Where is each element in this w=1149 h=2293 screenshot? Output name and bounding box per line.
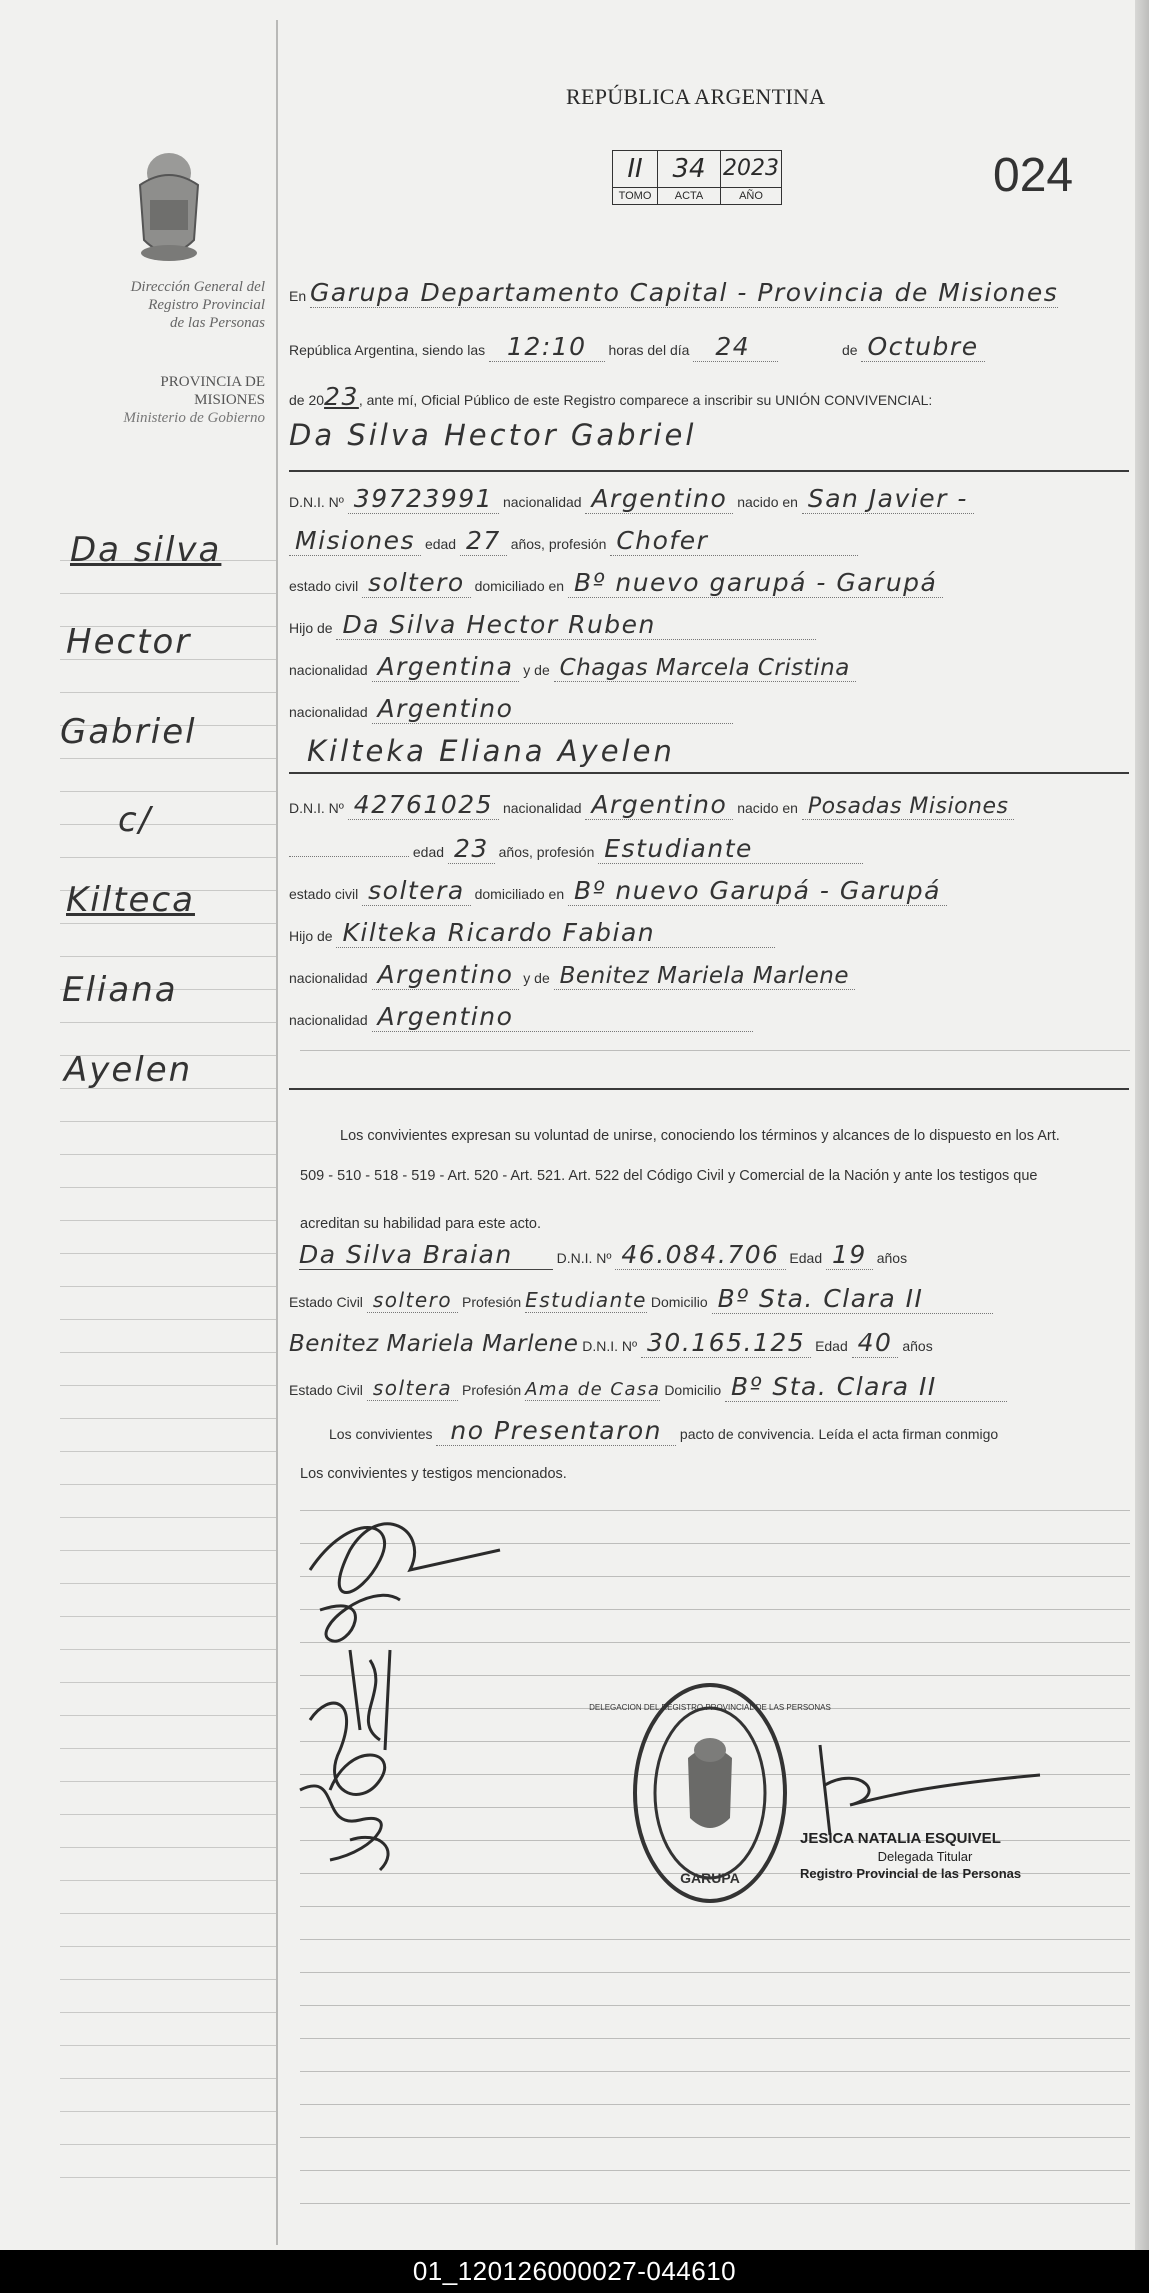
day-value: 24 <box>693 332 778 362</box>
person1-civil-row <box>289 568 1129 598</box>
margin-ruled-line <box>60 1286 276 1287</box>
divider-line <box>289 772 1129 774</box>
person1-mother: Chagas Marcela Cristina <box>554 655 856 682</box>
statement-text: , ante mí, Oficial Público de este Registro comparece a inscribir su UNIÓN CONVIVENCIAL: <box>358 392 933 408</box>
anio-cell <box>721 151 781 204</box>
witness1-domicile: Bº Sta. Clara II <box>712 1284 994 1314</box>
witness1-age: 19 <box>826 1240 873 1270</box>
person2-civil-row <box>289 876 1129 906</box>
de-label: de <box>842 342 858 358</box>
body-ruled-line <box>300 2137 1130 2138</box>
margin-name: Hector <box>66 622 192 662</box>
body-ruled-line <box>300 2005 1130 2006</box>
hijo-label: Hijo de <box>289 620 333 636</box>
acta-cell <box>658 151 721 204</box>
body-ruled-line <box>300 2071 1130 2072</box>
statement-row <box>289 382 1129 411</box>
margin-ruled-line <box>60 1022 276 1023</box>
person2-father-row <box>289 918 1129 948</box>
person1-father-row <box>289 610 1129 640</box>
domicile-label: Domicilio <box>664 1382 722 1398</box>
witness2-row <box>289 1328 1129 1358</box>
divider-line <box>289 470 1129 472</box>
person2-father: Kilteka Ricardo Fabian <box>336 918 775 948</box>
body-ruled-line <box>300 1939 1130 1940</box>
margin-ruled-line <box>60 1154 276 1155</box>
person1-birthplace-cont: Misiones <box>289 526 421 556</box>
legal-line: Los convivientes expresan su voluntad de unirse, conociendo los términos y alcances de lo dispuesto en los Art. <box>340 1128 1060 1144</box>
domicile-label: Domicilio <box>650 1294 708 1310</box>
person1-father: Da Silva Hector Ruben <box>336 610 815 640</box>
nationality-label: nacionalidad <box>289 662 368 678</box>
margin-name: Da silva <box>70 530 222 570</box>
person2-age: 23 <box>448 834 495 864</box>
body-ruled-line <box>300 2038 1130 2039</box>
civil-label: estado civil <box>289 886 359 902</box>
margin-ruled-line <box>60 1781 276 1782</box>
person1-mother-row <box>289 652 1129 682</box>
person2-name: Kilteka Eliana Ayelen <box>307 734 675 768</box>
margin-name: Kilteca <box>66 880 195 920</box>
person2-mother-nat-row <box>289 1002 1129 1032</box>
margin-ruled-line <box>60 1517 276 1518</box>
nationality-label: nacionalidad <box>502 800 582 816</box>
margin-ruled-line <box>60 2177 276 2178</box>
witness2-domicile: Bº Sta. Clara II <box>725 1372 1007 1402</box>
margin-ruled-line <box>60 1352 276 1353</box>
margin-ruled-line <box>60 923 276 924</box>
margin-ruled-line <box>60 1583 276 1584</box>
closing-post: pacto de convivencia. Leída el acta firman conmigo <box>679 1426 999 1442</box>
person2-father-nationality: Argentino <box>372 960 520 990</box>
anio-value: 2023 <box>721 151 781 188</box>
person1-mother-nationality: Argentino <box>372 694 734 724</box>
civil-label: estado civil <box>289 578 359 594</box>
closing-line2: Los convivientes y testigos mencionados. <box>300 1466 567 1482</box>
time-row <box>289 332 1129 362</box>
person2-profession: Estudiante <box>598 834 863 864</box>
body-ruled-line <box>300 1972 1130 1973</box>
person1-domicile: Bº nuevo garupá - Garupá <box>568 568 943 598</box>
witness1-name: Da Silva Braian <box>299 1240 553 1270</box>
margin-ruled-line <box>60 956 276 957</box>
margin-ruled-line <box>60 791 276 792</box>
margin-ruled-line <box>60 1418 276 1419</box>
pact-value: no Presentaron <box>436 1416 676 1446</box>
age-label: Edad <box>815 1338 848 1354</box>
person2-domicile: Bº nuevo Garupá - Garupá <box>568 876 947 906</box>
person1-age-row <box>289 526 1129 556</box>
yde-label: y de <box>523 662 550 678</box>
place-value: Garupa Departamento Capital - Provincia de Misiones <box>310 278 1059 307</box>
margin-ruled-line <box>60 1385 276 1386</box>
margin-name: Gabriel <box>60 712 197 752</box>
margin-ruled-line <box>60 2144 276 2145</box>
legal-line: 509 - 510 - 518 - 519 - Art. 520 - Art. 521. Art. 522 del Código Civil y Comercial de la Nación y ante los testigos que <box>300 1168 1038 1184</box>
ministry-line: Ministerio de Gobierno <box>123 410 265 426</box>
witness2-age: 40 <box>852 1328 899 1358</box>
official-signature-image <box>800 1725 1060 1845</box>
person1-civil: soltero <box>362 568 471 598</box>
person2-dni: 42761025 <box>348 790 499 820</box>
page-edge <box>1135 0 1149 2250</box>
margin-ruled-line <box>60 1616 276 1617</box>
anos-label: años <box>876 1250 908 1266</box>
margin-ruled-line <box>60 1253 276 1254</box>
person2-mother-nationality: Argentino <box>372 1002 754 1032</box>
body-ruled-line <box>300 2170 1130 2171</box>
coat-of-arms-icon <box>128 145 210 270</box>
margin-ruled-line <box>60 593 276 594</box>
closing-pre: Los convivientes <box>329 1426 433 1442</box>
horas-label: horas del día <box>608 342 690 358</box>
margin-ruled-line <box>60 758 276 759</box>
margin-ruled-line <box>60 824 276 825</box>
dni-label: D.N.I. Nº <box>289 494 344 510</box>
person2-age-row <box>289 834 1129 864</box>
person2-name-row <box>289 734 1129 768</box>
margin-divider <box>276 20 278 2245</box>
margin-ruled-line <box>60 692 276 693</box>
person1-dni-row <box>289 484 1129 514</box>
province-line: MISIONES <box>194 392 265 408</box>
nationality-label: nacionalidad <box>502 494 582 510</box>
yde-label: y de <box>523 970 550 986</box>
official-office: Registro Provincial de las Personas <box>800 1866 1022 1881</box>
margin-ruled-line <box>60 857 276 858</box>
margin-ruled-line <box>60 1550 276 1551</box>
margin-ruled-line <box>60 1847 276 1848</box>
person1-dni: 39723991 <box>348 484 499 514</box>
institution-line: Dirección General del <box>130 279 265 295</box>
person1-age: 27 <box>460 526 507 556</box>
margin-ruled-line <box>60 1946 276 1947</box>
profession-label: Profesión <box>462 1294 522 1310</box>
person2-mother: Benitez Mariela Marlene <box>554 963 855 990</box>
witness1-row <box>289 1240 1129 1270</box>
province-line: PROVINCIA DE <box>160 374 265 390</box>
person2-civil: soltera <box>362 876 471 906</box>
en-label: En <box>289 288 307 304</box>
official-role: Delegada Titular <box>877 1849 973 1864</box>
person2-mother-row <box>289 960 1129 990</box>
domicile-label: domiciliado en <box>474 578 565 594</box>
person1-nationality: Argentino <box>585 484 733 514</box>
province-block <box>60 373 265 427</box>
acta-value: 34 <box>658 151 720 188</box>
profession-label: años, profesión <box>498 844 595 860</box>
tomo-value: II <box>613 151 657 188</box>
profession-label: Profesión <box>462 1382 522 1398</box>
margin-ruled-line <box>60 1484 276 1485</box>
seal-text: DELEGACION DEL REGISTRO PROVINCIAL DE LAS PERSONAS <box>589 1703 831 1712</box>
margin-name: Ayelen <box>64 1050 193 1090</box>
divider-line <box>300 1050 1130 1051</box>
nationality-label: nacionalidad <box>289 1012 368 1028</box>
person1-profession: Chofer <box>610 526 858 556</box>
tomo-cell <box>613 151 658 204</box>
person1-father-nationality: Argentina <box>372 652 520 682</box>
document-title: REPÚBLICA ARGENTINA <box>566 84 826 109</box>
born-label: nacido en <box>737 494 798 510</box>
witness1-details-row <box>289 1284 1129 1314</box>
person1-birthplace: San Javier - <box>802 484 974 514</box>
witness1-civil: soltero <box>367 1288 458 1313</box>
person2-dni-row <box>289 790 1129 820</box>
acta-label: ACTA <box>674 190 704 202</box>
closing-row <box>289 1416 1129 1446</box>
hijo-label: Hijo de <box>289 928 333 944</box>
margin-ruled-line <box>60 1748 276 1749</box>
margin-ruled-line <box>60 2078 276 2079</box>
witness1-dni: 46.084.706 <box>615 1240 785 1270</box>
seal-city: GARUPA <box>680 1870 740 1886</box>
margin-ruled-line <box>60 1451 276 1452</box>
witness2-details-row <box>289 1372 1129 1402</box>
margin-ruled-line <box>60 1319 276 1320</box>
age-label: Edad <box>789 1250 823 1266</box>
divider-line <box>289 1088 1129 1090</box>
profession-label: años, profesión <box>510 536 607 552</box>
official-stamp <box>800 1830 1050 1881</box>
age-label: edad <box>412 844 445 860</box>
margin-ruled-line <box>60 1913 276 1914</box>
witness2-dni: 30.165.125 <box>641 1328 811 1358</box>
month-value: Octubre <box>861 332 984 362</box>
person1-mother-nat-row <box>289 694 1129 724</box>
witness2-profession: Ama de Casa <box>525 1379 661 1400</box>
tomo-label: TOMO <box>618 190 652 202</box>
margin-ruled-line <box>60 1814 276 1815</box>
civil-label: Estado Civil <box>289 1294 363 1310</box>
republica-label: República Argentina, siendo las <box>289 342 486 358</box>
act-number: 024 <box>993 149 1074 202</box>
blank-field <box>289 856 409 857</box>
nationality-label: nacionalidad <box>289 970 368 986</box>
domicile-label: domiciliado en <box>474 886 565 902</box>
margin-ruled-line <box>60 1220 276 1221</box>
margin-ruled-line <box>60 1649 276 1650</box>
body-ruled-line <box>300 2203 1130 2204</box>
margin-name: c/ <box>118 800 153 840</box>
person1-name-row <box>289 418 1129 452</box>
nationality-label: nacionalidad <box>289 704 368 720</box>
year-prefix: de 20 <box>289 392 325 408</box>
margin-ruled-line <box>60 1715 276 1716</box>
margin-ruled-line <box>60 1880 276 1881</box>
person2-birthplace: Posadas Misiones <box>802 794 1015 820</box>
official-seal-icon <box>589 1678 831 1908</box>
dni-label: D.N.I. Nº <box>556 1250 612 1266</box>
institution-line: de las Personas <box>170 315 265 331</box>
born-label: nacido en <box>737 800 798 816</box>
dni-label: D.N.I. Nº <box>289 800 344 816</box>
margin-name: Eliana <box>62 970 178 1010</box>
registry-reference-box <box>612 150 782 205</box>
dni-label: D.N.I. Nº <box>582 1338 638 1354</box>
witness2-name: Benitez Mariela Marlene <box>289 1331 579 1357</box>
place-row <box>289 278 1129 307</box>
witness2-civil: soltera <box>367 1376 458 1401</box>
margin-ruled-line <box>60 1682 276 1683</box>
person1-name: Da Silva Hector Gabriel <box>289 418 697 452</box>
margin-ruled-line <box>60 2012 276 2013</box>
age-label: edad <box>424 536 457 552</box>
civil-label: Estado Civil <box>289 1382 363 1398</box>
person2-nationality: Argentino <box>585 790 733 820</box>
anio-label: AÑO <box>739 190 763 202</box>
margin-ruled-line <box>60 1121 276 1122</box>
legal-line: acreditan su habilidad para este acto. <box>300 1216 542 1232</box>
body-ruled-line <box>300 2104 1130 2105</box>
institution-line: Registro Provincial <box>148 297 265 313</box>
anos-label: años <box>902 1338 933 1354</box>
year-value: 23 <box>324 382 359 411</box>
official-name: JESICA NATALIA ESQUIVEL <box>800 1830 1001 1847</box>
time-value: 12:10 <box>489 332 605 362</box>
signature-image <box>290 1490 550 1890</box>
witness1-profession: Estudiante <box>525 1288 647 1312</box>
margin-ruled-line <box>60 1979 276 1980</box>
institution-name <box>60 278 265 332</box>
margin-ruled-line <box>60 2111 276 2112</box>
file-id-footer: 01_120126000027-044610 <box>0 2250 1149 2293</box>
margin-ruled-line <box>60 2045 276 2046</box>
margin-ruled-line <box>60 1187 276 1188</box>
